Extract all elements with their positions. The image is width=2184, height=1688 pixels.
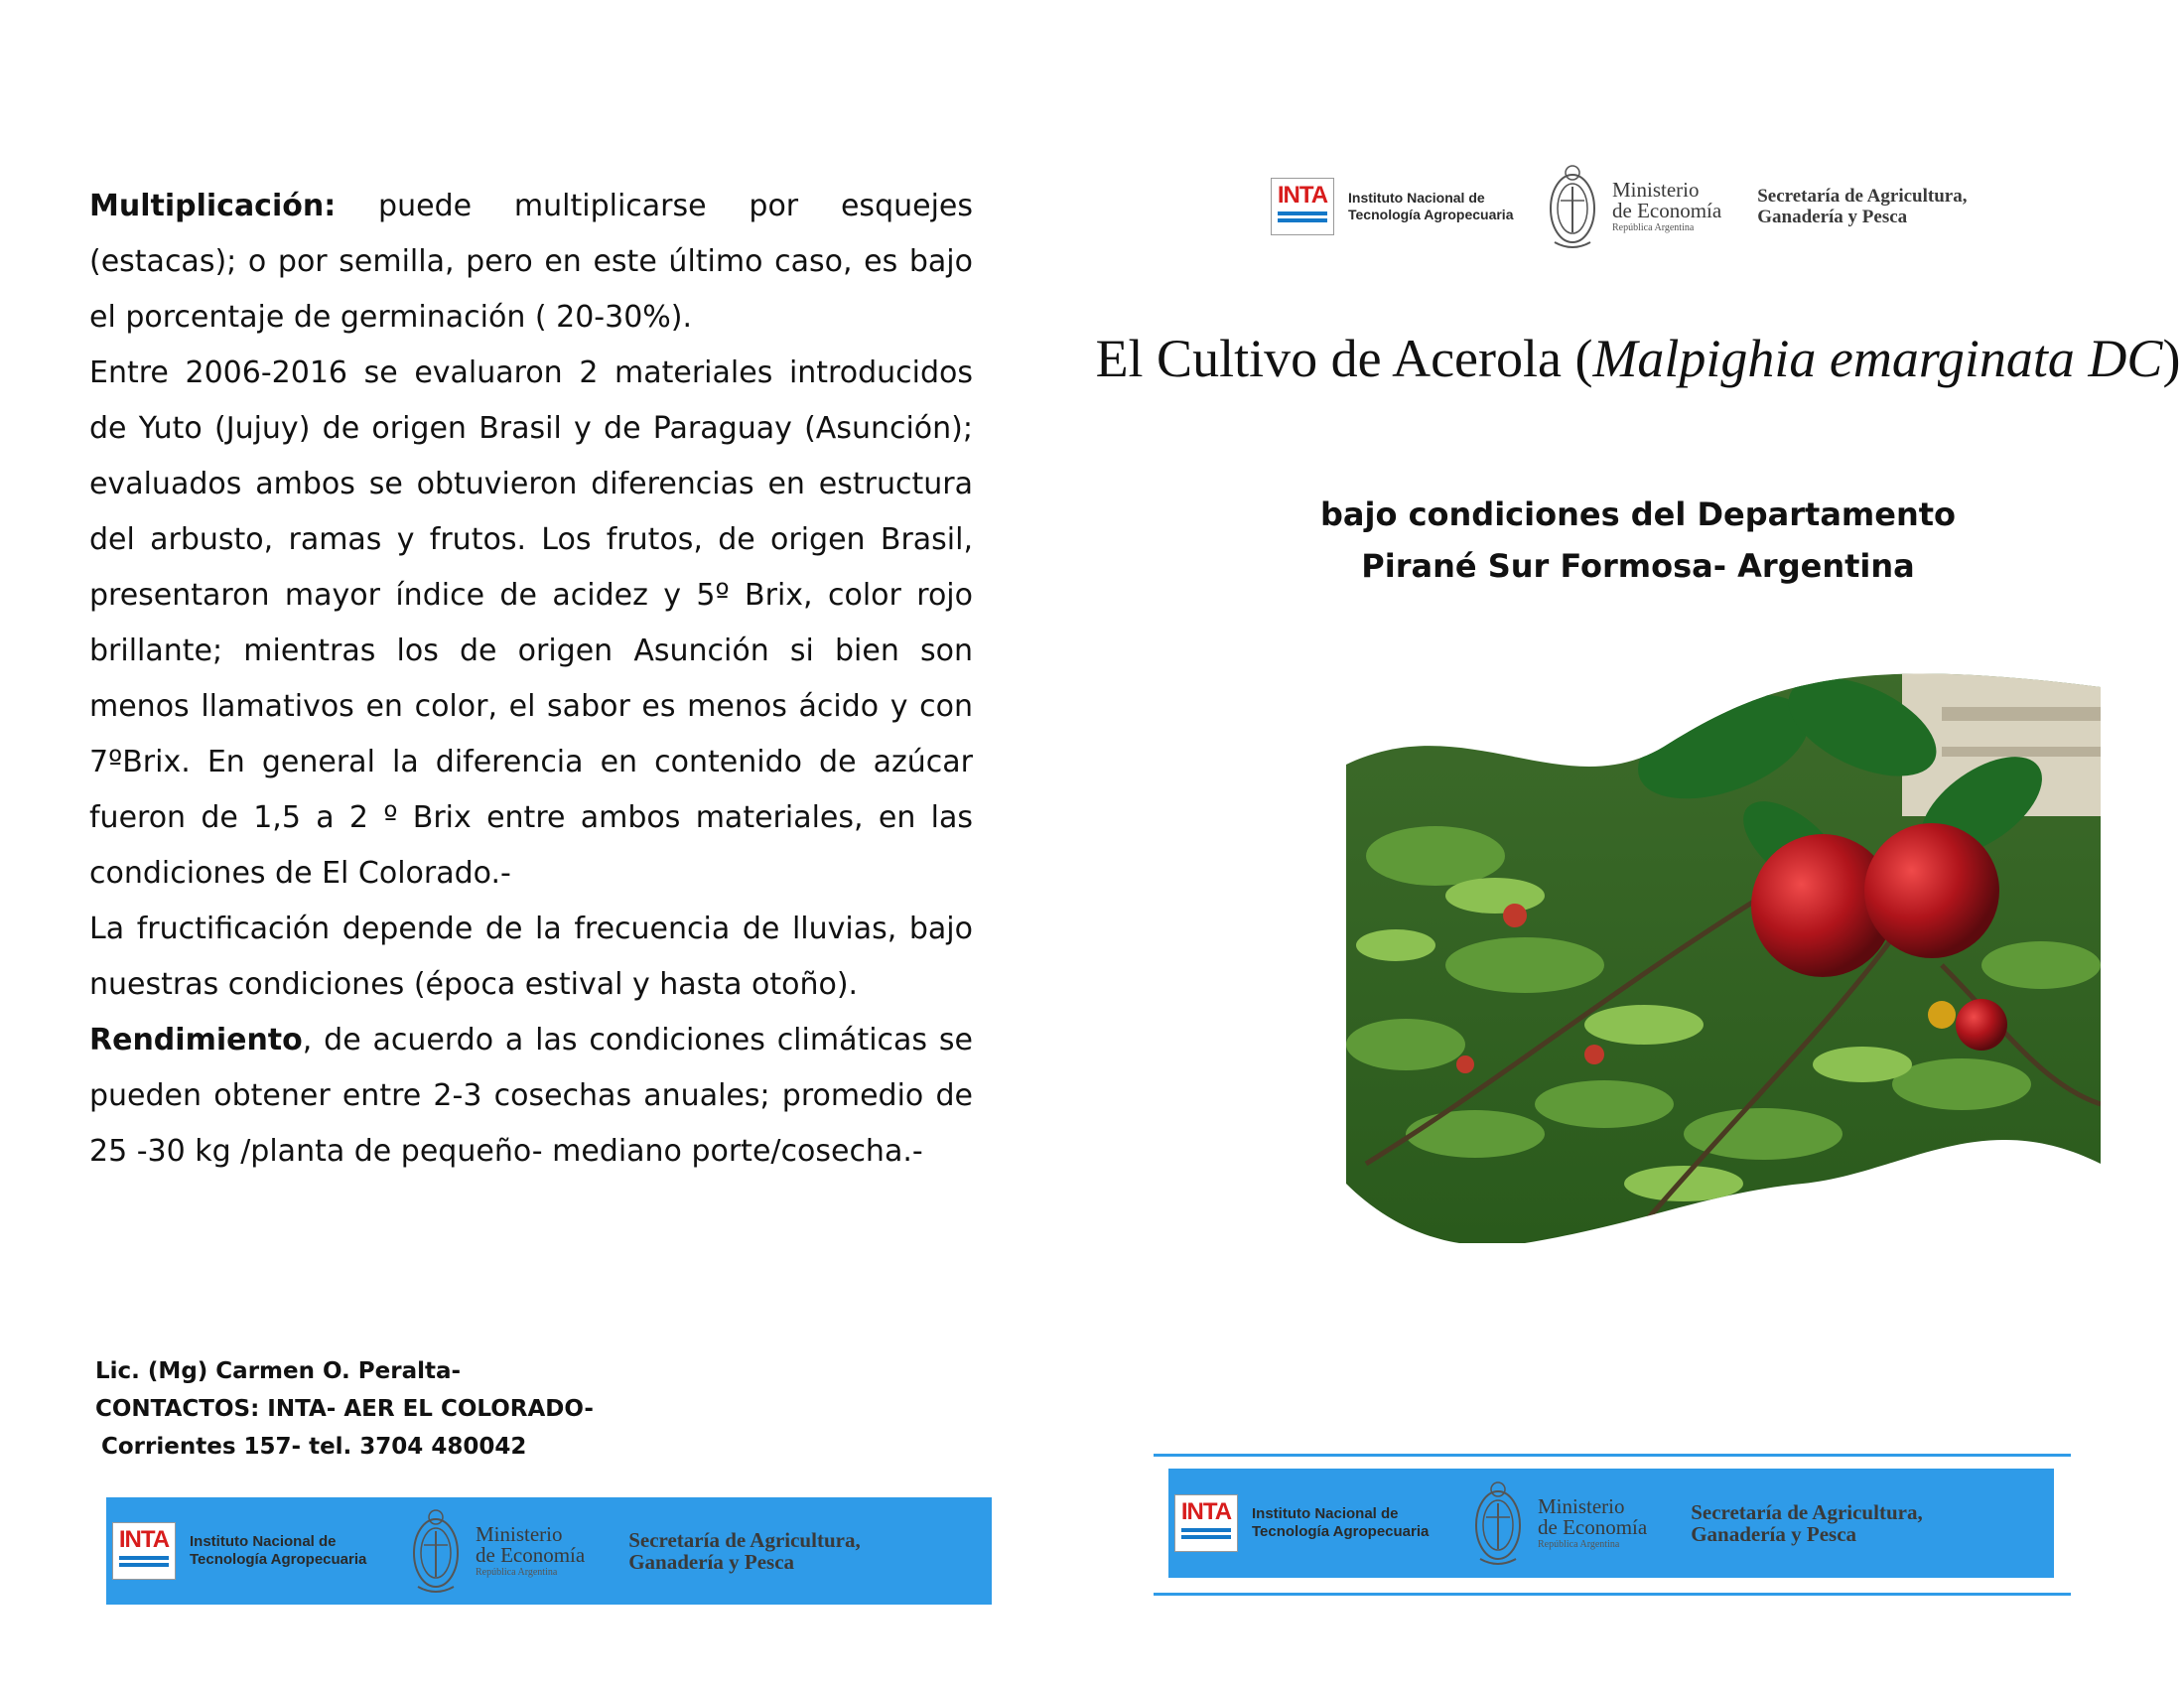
footer-logo-banner [1168, 1469, 2054, 1578]
document-title [1092, 328, 2184, 389]
inta-logo [1271, 178, 1334, 235]
inta-stripe [1278, 218, 1327, 222]
national-crest-icon [1545, 161, 1600, 252]
ministry-line2: de Economía [476, 1542, 586, 1567]
inta-stripe [119, 1556, 169, 1560]
inta-logo-text: INTA [1180, 1498, 1232, 1525]
fructificacion-text: La fructificación depende de la frecuencia de lluvias, bajo nuestras condiciones (época estival y hasta otoño). [89, 912, 973, 1002]
header-logo-banner [1271, 157, 2045, 256]
ministry-logo [476, 1521, 586, 1579]
rendimiento-heading: Rendimiento [89, 1023, 303, 1057]
ministry-logo [1612, 177, 1722, 234]
secretariat-name: Secretaría de Agricultura, Ganadería y Pesca [1757, 186, 1968, 227]
institute-name: Instituto Nacional de Tecnología Agropecuaria [1252, 1505, 1430, 1540]
ministry-logo [1538, 1493, 1648, 1551]
address-phone: Corrientes 157- tel. 3704 480042 [101, 1434, 527, 1460]
multiplicacion-heading: Multiplicación: [89, 189, 337, 223]
paragraph-multiplicacion [89, 179, 973, 346]
institute-name: Instituto Nacional de Tecnología Agropecuaria [1348, 190, 1514, 222]
ministry-line2: de Economía [1538, 1514, 1648, 1539]
subtitle-line2: Pirané Sur Formosa- Argentina [1361, 547, 1915, 585]
right-page [1092, 0, 2184, 1688]
paragraph-rendimiento [89, 1013, 973, 1180]
ministry-line1: Ministerio [476, 1521, 563, 1546]
paragraph-fructificacion [89, 902, 973, 1013]
subtitle-line1: bajo condiciones del Departamento [1319, 495, 1957, 533]
secretariat-name: Secretaría de Agricultura, Ganadería y Pesca [1691, 1500, 1923, 1546]
footer-top-rule [1154, 1454, 2071, 1457]
ministry-line1: Ministerio [1538, 1493, 1625, 1518]
inta-stripe [1181, 1535, 1231, 1539]
inta-logo-text: INTA [118, 1526, 170, 1553]
evaluation-text: Entre 2006-2016 se evaluaron 2 materiales introducidos de Yuto (Jujuy) de origen Brasil y de Paraguay (Asunción); evaluados ambos se obtuvieron diferencias en estructura del arbusto, ramas y frutos. Los frutos, de origen Brasil, presentaron mayor índice de acidez y 5º Brix, color rojo brillante; mientras los de origen Asunción si bien son menos llamativos en color, el sabor es menos ácido y con 7ºBrix. En general la diferencia en contenido de azúcar fueron de 1,5 a 2 º Brix entre ambos materiales, en las condiciones de El Colorado.- [89, 355, 973, 891]
inta-stripe [1278, 211, 1327, 215]
document-subtitle [1092, 489, 2184, 592]
body-text [89, 179, 973, 1180]
contacts-line: CONTACTOS: INTA- AER EL COLORADO- [95, 1396, 594, 1422]
ministry-line2: de Economía [1612, 198, 1722, 222]
inta-stripe [119, 1563, 169, 1567]
ministry-subtitle: República Argentina [1538, 1538, 1620, 1550]
footer-logo-banner [106, 1497, 992, 1605]
secretariat-name: Secretaría de Agricultura, Ganadería y Pesca [628, 1528, 861, 1574]
ministry-line1: Ministerio [1612, 177, 1700, 202]
paragraph-evaluation [89, 346, 973, 902]
title-scientific-name: Malpighia emarginata DC [1592, 329, 2163, 388]
ministry-subtitle: República Argentina [1612, 221, 1695, 233]
ministry-subtitle: República Argentina [476, 1566, 558, 1578]
footer-bottom-rule [1154, 1593, 2071, 1596]
acerola-photo [1346, 667, 2101, 1243]
institute-name: Instituto Nacional de Tecnología Agropecuaria [190, 1533, 367, 1568]
national-crest-icon [1470, 1477, 1526, 1569]
inta-stripe [1181, 1528, 1231, 1532]
title-plain: El Cultivo de Acerola ( [1095, 329, 1593, 388]
national-crest-icon [408, 1505, 464, 1597]
inta-logo [1174, 1494, 1238, 1552]
contacts-block [95, 1352, 711, 1462]
title-close: ) [2162, 329, 2181, 388]
author-name: Lic. (Mg) Carmen O. Peralta- [95, 1358, 462, 1384]
inta-logo [112, 1522, 176, 1580]
rendimiento-text: , de acuerdo a las condiciones climáticas se pueden obtener entre 2-3 cosechas anuales; promedio de 25 -30 kg /planta de pequeño- mediano porte/cosecha.- [89, 1023, 973, 1169]
multiplicacion-text: puede multiplicarse por esquejes (estacas); o por semilla, pero en este último caso, es bajo el porcentaje de germinación ( 20-30%). [89, 189, 973, 335]
inta-logo-text: INTA [1277, 182, 1328, 209]
